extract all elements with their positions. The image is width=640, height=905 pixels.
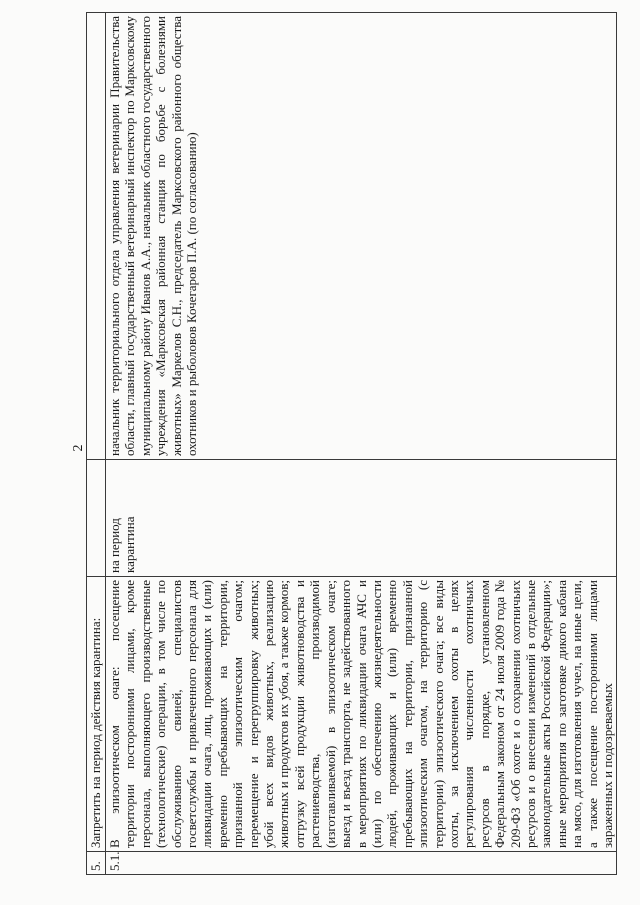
table-row-section	[87, 13, 106, 875]
rotated-table-container	[86, 15, 615, 875]
section-responsible-cell	[87, 13, 106, 460]
section-title: Запретить на период действия карантина:	[87, 577, 106, 852]
table-row-item	[106, 13, 617, 875]
item-term: на период карантина	[106, 460, 617, 577]
item-number: 5.1.	[106, 852, 617, 875]
item-text: В эпизоотическом очаге: посещение территории посторонними лицами, кроме персонала, выполняющего производственные (технологические) операции, в том числе по обслуживанию свиней, специалистов госветслужбы и привлеченного персонала для ликвидации очага, лиц, проживающих и (или) временно пребывающих на территории, признанной эпизоотическим очагом; перемещение и перегруппировку животных; убой всех видов животных, реализацию животных и продуктов их убоя, а также кормов; отгрузку всей продукции животноводства и растениеводства, производимой (изготавливаемой) в эпизоотическом очаге; выезд и въезд транспорта, не задействованного в мероприятиях по ликвидации очага АЧС и (или) по обеспечению жизнедеятельности людей, проживающих и (или) временно пребывающих на территории, признанной эпизоотическим очагом, на территорию (с территории) эпизоотического очага; все виды охоты, за исключением охоты в целях регулирования численности охотничьих ресурсов в порядке, установленном Федеральным законом от 24 июля 2009 года № 209-ФЗ «Об охоте и о сохранении охотничьих ресурсов и о внесении изменений в отдельные законодательные акты Российской Федерации»; иные мероприятия по заготовке дикого кабана на мясо, для изготовления чучел, на иные цели, а также посещение посторонними лицами зараженных и подозреваемых	[106, 577, 617, 852]
measures-table	[86, 12, 617, 875]
section-number: 5.	[87, 852, 106, 875]
item-responsible: начальник территориального отдела управления ветеринарии Правительства области, главный государственный ветеринарный инспектор по Марксовскому муниципальному району Иванов А.А., начальник областного государственного учреждения «Марксовская районная станция по борьбе с болезнями животных» Маркелов С.Н., председатель Марксовского районного общества охотников и рыболовов Кочегаров П.А. (по согласованию)	[106, 13, 617, 460]
page-number: 2	[71, 444, 86, 452]
section-term-cell	[87, 460, 106, 577]
